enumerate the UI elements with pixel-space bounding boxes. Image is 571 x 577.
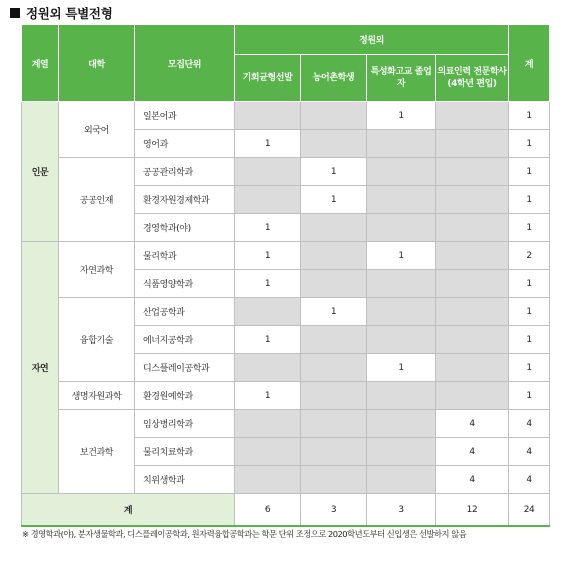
value-cell: 1	[301, 158, 367, 186]
value-cell	[436, 186, 509, 214]
value-cell	[367, 214, 436, 242]
row-total-cell: 4	[509, 438, 550, 466]
header-college: 대학	[59, 25, 135, 102]
value-cell	[367, 410, 436, 438]
row-total-cell: 4	[509, 410, 550, 438]
value-cell	[235, 298, 301, 326]
unit-cell: 식품영양학과	[135, 270, 235, 298]
value-cell	[367, 382, 436, 410]
unit-cell: 환경원예학과	[135, 382, 235, 410]
value-cell: 1	[235, 130, 301, 158]
value-cell	[301, 130, 367, 158]
unit-cell: 산업공학과	[135, 298, 235, 326]
total-value: 12	[436, 494, 509, 527]
value-cell: 1	[367, 354, 436, 382]
value-cell: 1	[235, 326, 301, 354]
value-cell	[235, 186, 301, 214]
value-cell	[301, 354, 367, 382]
value-cell: 1	[301, 298, 367, 326]
college-cell: 보건과학	[59, 410, 135, 494]
row-total-cell: 1	[509, 354, 550, 382]
value-cell	[367, 298, 436, 326]
value-cell	[436, 298, 509, 326]
value-cell	[436, 158, 509, 186]
college-cell: 생명자원과학	[59, 382, 135, 410]
unit-cell: 치위생학과	[135, 466, 235, 494]
value-cell	[301, 270, 367, 298]
value-cell	[436, 326, 509, 354]
header-opportunity: 기회균형선발	[235, 55, 301, 102]
row-total-cell: 1	[509, 158, 550, 186]
row-total-cell: 1	[509, 186, 550, 214]
value-cell: 1	[235, 382, 301, 410]
grand-total: 24	[509, 494, 550, 527]
value-cell	[436, 382, 509, 410]
value-cell: 1	[235, 214, 301, 242]
value-cell	[436, 102, 509, 130]
unit-cell: 에너지공학과	[135, 326, 235, 354]
value-cell	[367, 270, 436, 298]
unit-cell: 임상병리학과	[135, 410, 235, 438]
value-cell	[301, 410, 367, 438]
value-cell	[235, 158, 301, 186]
value-cell: 1	[367, 102, 436, 130]
value-cell: 1	[367, 242, 436, 270]
unit-cell: 물리학과	[135, 242, 235, 270]
value-cell	[235, 354, 301, 382]
value-cell	[436, 214, 509, 242]
value-cell	[367, 130, 436, 158]
unit-cell: 공공관리학과	[135, 158, 235, 186]
value-cell	[301, 242, 367, 270]
value-cell: 1	[301, 186, 367, 214]
unit-cell: 일본어과	[135, 102, 235, 130]
value-cell	[367, 158, 436, 186]
row-total-cell: 4	[509, 466, 550, 494]
track-cell: 자연	[22, 242, 59, 494]
header-group: 정원외	[235, 25, 509, 55]
footnote: ※ 경영학과(야), 분자생물학과, 디스플레이공학과, 원자력융합공학과는 학문 단위 조정으로 2020학년도부터 신입생은 선발하지 않음	[22, 529, 467, 539]
header-total: 계	[509, 25, 550, 102]
row-total-cell: 1	[509, 382, 550, 410]
college-cell: 외국어	[59, 102, 135, 158]
row-total-cell: 1	[509, 130, 550, 158]
unit-cell: 영어과	[135, 130, 235, 158]
admissions-table	[21, 24, 550, 527]
value-cell: 4	[436, 466, 509, 494]
value-cell	[301, 214, 367, 242]
header-medical: 의료인력 전문학사 (4학년 편입)	[436, 55, 509, 102]
value-cell	[301, 326, 367, 354]
square-bullet-icon	[10, 8, 20, 18]
title-text: 정원외 특별전형	[26, 6, 113, 21]
value-cell	[235, 410, 301, 438]
unit-cell: 환경자원경제학과	[135, 186, 235, 214]
value-cell: 1	[235, 270, 301, 298]
row-total-cell: 1	[509, 102, 550, 130]
row-total-cell: 1	[509, 214, 550, 242]
row-total-cell: 1	[509, 270, 550, 298]
value-cell	[235, 102, 301, 130]
college-cell: 융합기술	[59, 298, 135, 382]
unit-cell: 물리치료학과	[135, 438, 235, 466]
row-total-cell: 2	[509, 242, 550, 270]
college-cell: 공공인재	[59, 158, 135, 242]
value-cell	[235, 438, 301, 466]
row-total-cell: 1	[509, 326, 550, 354]
value-cell	[367, 186, 436, 214]
value-cell: 4	[436, 410, 509, 438]
header-rural: 농어촌학생	[301, 55, 367, 102]
value-cell	[301, 466, 367, 494]
unit-cell: 경영학과(야)	[135, 214, 235, 242]
header-track: 계열	[22, 25, 59, 102]
value-cell	[367, 466, 436, 494]
value-cell	[301, 438, 367, 466]
header-vocational: 특성화고교 졸업자	[367, 55, 436, 102]
header-unit: 모집단위	[135, 25, 235, 102]
value-cell	[367, 326, 436, 354]
value-cell	[436, 270, 509, 298]
unit-cell: 디스플레이공학과	[135, 354, 235, 382]
value-cell	[235, 466, 301, 494]
value-cell	[301, 382, 367, 410]
college-cell: 자연과학	[59, 242, 135, 298]
value-cell: 1	[235, 242, 301, 270]
section-title	[8, 4, 112, 22]
value-cell: 4	[436, 438, 509, 466]
value-cell	[367, 438, 436, 466]
total-value: 3	[367, 494, 436, 527]
value-cell	[436, 242, 509, 270]
total-value: 3	[301, 494, 367, 527]
value-cell	[436, 130, 509, 158]
row-total-cell: 1	[509, 298, 550, 326]
track-cell: 인문	[22, 102, 59, 242]
total-value: 6	[235, 494, 301, 527]
value-cell	[301, 102, 367, 130]
total-label: 계	[22, 494, 235, 527]
value-cell	[436, 354, 509, 382]
